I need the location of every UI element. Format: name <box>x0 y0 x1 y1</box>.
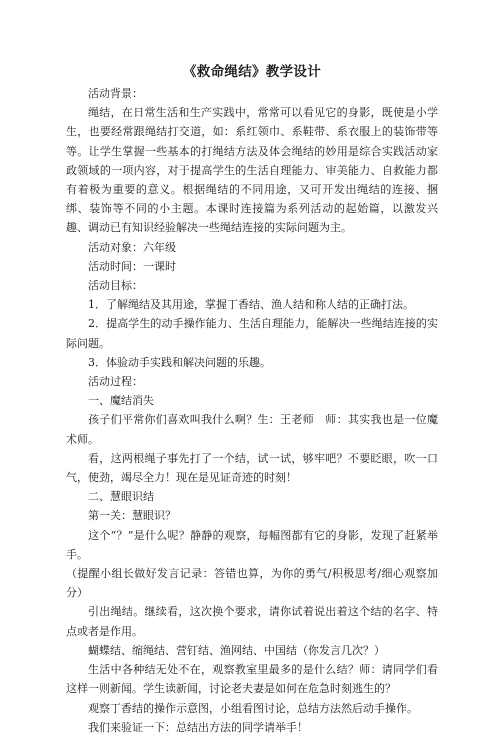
activity-time: 活动时间：一课时 <box>88 259 176 273</box>
stage-heading: 第一关：慧眼识？ <box>88 509 176 523</box>
section-heading-goals: 活动目标： <box>88 279 143 293</box>
subsection-heading-2: 二、慧眼识结 <box>88 490 154 504</box>
process-paragraph: 这个“？”是什么呢？静静的观察，每幅图都有它的身影，发现了赶紧举手。 <box>66 528 438 561</box>
knot-list: 蝴蝶结、缩绳结、营钉结、渔网结、中国结（你发言几次？） <box>88 643 385 657</box>
process-paragraph: 孩子们平常你们喜欢叫我什么啊？生：王老师 师：其实我也是一位魔术师。 <box>66 413 438 446</box>
process-paragraph: 生活中各种结无处不在，观察教室里最多的是什么结？师：请同学们看这样一则新闻。学生读新闻，讨论老夫妻是如何在危急时刻逃生的？ <box>66 663 438 696</box>
goal-item-1: 1．了解绳结及其用途，掌握丁香结、渔人结和称人结的正确打法。 <box>88 298 414 312</box>
goal-item-3: 3．体验动手实践和解决问题的乐趣。 <box>88 355 271 369</box>
process-paragraph: 看，这两根绳子事先打了一个结，试一试，够牢吧？不要眨眼，吹一口气，使劲，竭尽全力！现在是见证奇迹的时刻！ <box>66 451 438 485</box>
activity-target: 活动对象：六年级 <box>88 240 176 254</box>
subsection-heading-1: 一、魔结消失 <box>88 394 154 408</box>
document-title: 《救命绳结》教学设计 <box>183 64 321 80</box>
process-paragraph: 观察丁香结的操作示意图，小组看图讨论，总结方法然后动手操作。 <box>88 701 418 715</box>
goal-item-2: 2．提高学生的动手操作能力、生活自理能力，能解决一些绳结连接的实际问题。 <box>66 317 438 350</box>
background-paragraph: 绳结，在日常生活和生产实践中，常常可以看见它的身影，既使是小学生，也要经常跟绳结打交道，如：系红领巾、系鞋带、系衣服上的装饰带等等。让学生掌握一些基本的打绳结方法及体会绳结的妙用是综合实践活动家政领域的一项内容，对于提高学生的生活自理能力、审美能力、自救能力都有着极为重要的意义。根据绳结的不同用途，又可开发出绳结的连接、捆绑、装饰等不同的小主题。本课时连接篇为系列活动的起始篇，以激发兴趣、调动已有知识经验解决一些绳结连接的实际问题为主。 <box>66 106 438 235</box>
section-heading-background: 活动背景： <box>88 87 143 100</box>
document-page <box>66 62 438 737</box>
process-paragraph: 我们来验证一下：总结出方法的同学请举手！ <box>88 720 308 734</box>
process-paragraph: 引出绳结。继续看，这次换个要求，请你试着说出着这个结的名字、特点或者是作用。 <box>66 605 438 638</box>
process-note: （提醒小组长做好发言记录：答错也算，为你的勇气/积极思考/细心观察加分） <box>66 567 438 600</box>
section-heading-process: 活动过程： <box>88 375 143 389</box>
